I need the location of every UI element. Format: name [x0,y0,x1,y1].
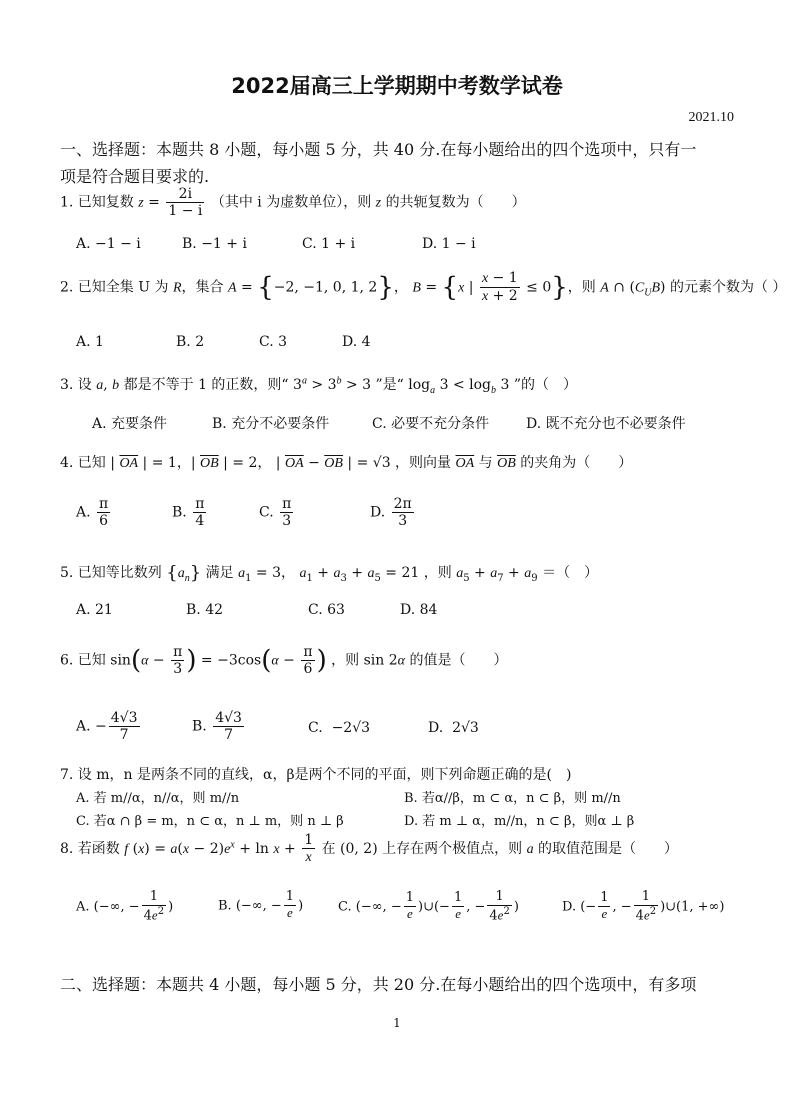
q3-option-a: A. 充要条件 [92,416,168,432]
q7-option-c: C. 若α ∩ β = m，n ⊂ α，n ⊥ m，则 n ⊥ β [76,814,344,829]
exam-date: 2021.10 [688,110,734,125]
section1-heading-line2: 项是符合题目要求的. [60,167,210,186]
question-3: 3. 设 a, b 都是不等于 1 的正数，则“ $3^a > 3^b > 3$ ”是“ $\log_a 3 < \log_b 3$ ”的（ ） [60,375,577,396]
q7-option-b: B. 若α//β，m ⊂ α，n ⊂ β，则 m//n [404,791,621,806]
q3-option-d: D. 既不充分也不必要条件 [526,416,686,432]
page-title: 2022届高三上学期期中考数学试卷 [231,74,563,98]
q6-option-c: C. −2√3 [308,720,371,736]
q3-option-b: B. 充分不必要条件 [212,416,330,432]
q6-option-b: B. $\frac{4√3}{7}$ [192,710,242,744]
question-1: 1. 已知复数 z = $\frac{2i}{1 - i}$ （其中 i 为虚数单位），则 z 的共轭复数为（ ） [60,186,526,220]
q8-option-c: C. (−∞, − $\frac{1}{e}$ )∪(− $\frac{1}{e}$ , − $\frac{1}{4e^2}$ ) [338,889,519,924]
q5-option-c: C. 63 [308,602,345,618]
question-8: 8. 若函数 f $(x) = a(x - 2)e^x + \ln x$ + $\frac{1}{x}$ 在 (0, 2) 上存在两个极值点，则 a 的取值范围是（ ） [60,832,679,866]
q1-option-d: D. 1 − i [422,236,476,252]
q1-option-a: A. −1 − i [76,236,141,252]
question-2: 2. 已知全集 U 为 R，集合 A = {−2, −1, 0, 1, 2}， B = {x | $\frac{x - 1}{x + 2}$ ≤ 0}，则 A ∩ $(C_UB)$ 的元素个数为（ ） [60,270,787,305]
page-number: 1 [393,1016,401,1030]
q8-option-b: B. (−∞, − $\frac{1}{e}$ ) [218,889,304,920]
q5-option-b: B. 42 [186,602,224,618]
section1-heading-line1: 一、选择题：本题共 8 小题，每小题 5 分，共 40 分.在每小题给出的四个选项中，只有一 [60,140,697,159]
q4-option-a: A. $\frac{\pi}{6}$ [76,496,109,530]
q5-option-d: D. 84 [400,602,438,618]
q7-option-d: D. 若 m ⊥ α，m//n，n ⊂ β，则α ⊥ β [404,814,635,829]
question-6: 6. 已知 sin(α − $\frac{\pi}{3}$ ) = −3cos(α − $\frac{\pi}{6}$ ) ，则 sin 2α 的值是（ ） [60,644,508,678]
q1-option-b: B. −1 + i [182,236,247,252]
question-5: 5. 已知等比数列 $\{a_n\}$ 满足 $a_1 = 3$， $a_1 + a_3 + a_5 = 21$ ，则 $a_5 + a_7 + a_9$ ＝（ ） [60,562,599,584]
q4-option-b: B. $\frac{\pi}{4}$ [172,496,205,530]
q2-option-a: A. 1 [76,334,104,350]
section2-heading-line1: 二、选择题：本题共 4 小题，每小题 5 分，共 20 分.在每小题给出的四个选项中，有多项 [60,975,697,994]
question-7: 7. 设 m，n 是两条不同的直线，α，β是两个不同的平面，则下列命题正确的是( ) [60,767,572,783]
q5-option-a: A. 21 [76,602,113,618]
q2-option-b: B. 2 [176,334,205,350]
q6-option-d: D. 2√3 [428,720,479,736]
q1-option-c: C. 1 + i [302,236,356,252]
q2-option-d: D. 4 [342,334,371,350]
question-4: 4. 已知 | $\overline{OA}$ | = 1，| $\overline{OB}$ | = 2， | $\overline{OA} - \overline{OB}$ | = √3 ，则向量 $\overline{OA}$ 与 $\overline{OB}$ 的夹角为（ ） [60,455,633,471]
q3-option-c: C. 必要不充分条件 [372,416,490,432]
q6-option-a: A. − $\frac{4√3}{7}$ [76,710,138,744]
q8-option-d: D. (− $\frac{1}{e}$ , − $\frac{1}{4e^2}$ )∪(1, +∞) [562,889,725,924]
q2-option-c: C. 3 [259,334,288,350]
q7-option-a: A. 若 m//α，n//α，则 m//n [76,791,240,806]
q4-option-d: D. $\frac{2\pi}{3}$ [370,496,412,530]
q8-option-a: A. (−∞, − $\frac{1}{4e^2}$ ) [76,889,174,924]
q4-option-c: C. $\frac{\pi}{3}$ [259,496,292,530]
